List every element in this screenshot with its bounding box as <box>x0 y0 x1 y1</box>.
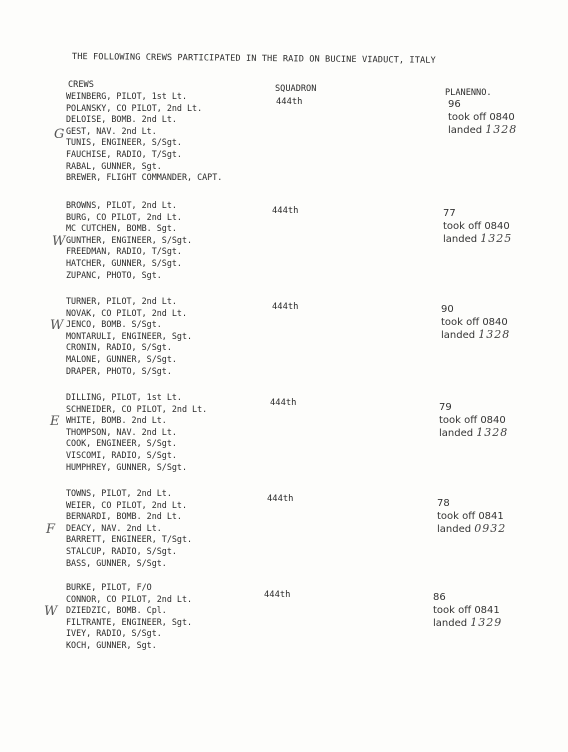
document-title: THE FOLLOWING CREWS PARTICIPATED IN THE RAID ON BUCINE VIADUCT, ITALY <box>71 52 436 66</box>
plane-info <box>441 304 510 343</box>
crew-member: BERNARDI, BOMB. 2nd Lt. <box>66 511 182 522</box>
crew-member: ZUPANC, PHOTO, Sgt. <box>66 269 162 280</box>
crew-member: BASS, GUNNER, S/Sgt. <box>66 557 167 568</box>
crew-member: HUMPHREY, GUNNER, S/Sgt. <box>66 461 188 472</box>
margin-mark: W <box>50 318 64 333</box>
plane-number: 90 <box>441 304 454 315</box>
crew-member: POLANSKY, CO PILOT, 2nd Lt. <box>66 102 203 113</box>
crew-member: MC CUTCHEN, BOMB. Sgt. <box>66 223 177 234</box>
crew-member: WHITE, BOMB. 2nd Lt. <box>66 415 167 426</box>
crew-member: MALONE, GUNNER, S/Sgt. <box>66 353 177 364</box>
crew-member: DZIEDZIC, BOMB. Cpl. <box>66 605 167 616</box>
plane-number-header: PLANENNO. <box>445 88 492 98</box>
crew-member: DEACY, NAV. 2nd Lt. <box>66 522 162 533</box>
margin-mark: W <box>52 234 66 249</box>
crew-member: WEINBERG, PILOT, 1st Lt. <box>66 91 188 101</box>
landed-time: 1328 <box>485 123 518 137</box>
crew-member: BURKE, PILOT, F/O <box>66 582 152 592</box>
crew-member: FAUCHISE, RADIO, T/Sgt. <box>66 148 182 159</box>
crew-member: THOMPSON, NAV. 2nd Lt. <box>66 426 177 437</box>
takeoff-time: took off 0841 <box>437 510 504 522</box>
crew-member: JENCO, BOMB. S/Sgt. <box>66 319 162 330</box>
crew-member: TURNER, PILOT, 2nd Lt. <box>66 296 177 306</box>
squadron-header: SQUADRON <box>275 84 317 94</box>
crew-member: WEIER, CO PILOT, 2nd Lt. <box>66 499 188 510</box>
plane-number: 86 <box>433 592 446 603</box>
landed-label: landed <box>441 330 476 342</box>
plane-info <box>443 208 512 247</box>
plane-info <box>437 498 506 537</box>
crew-member: CONNOR, CO PILOT, 2nd Lt. <box>66 593 193 604</box>
landed-time: 1328 <box>478 328 511 342</box>
plane-number: 78 <box>437 498 450 509</box>
plane-number: 79 <box>439 402 452 413</box>
crew-member: MONTARULI, ENGINEER, Sgt. <box>66 330 193 341</box>
landed-label: landed <box>448 125 483 137</box>
plane-number: 77 <box>443 208 456 219</box>
squadron-value: 444th <box>272 206 299 216</box>
landed-time: 1328 <box>476 426 509 440</box>
crew-member: FILTRANTE, ENGINEER, Sgt. <box>66 616 193 627</box>
squadron-value: 444th <box>267 494 294 504</box>
crews-header: CREWS <box>68 80 94 90</box>
crew-member: BARRETT, ENGINEER, T/Sgt. <box>66 534 193 545</box>
crew-member: COOK, ENGINEER, S/Sgt. <box>66 438 177 449</box>
crew-member: NOVAK, CO PILOT, 2nd Lt. <box>66 307 188 318</box>
crew-member: TOWNS, PILOT, 2nd Lt. <box>66 488 172 498</box>
crew-member: HATCHER, GUNNER, S/Sgt. <box>66 257 182 268</box>
crew-member: RABAL, GUNNER, Sgt. <box>66 160 162 171</box>
plane-number: 96 <box>448 99 461 110</box>
squadron-value: 444th <box>264 590 291 600</box>
crew-member: VISCOMI, RADIO, S/Sgt. <box>66 449 177 460</box>
takeoff-time: took off 0840 <box>439 414 506 426</box>
crew-member: GEST, NAV. 2nd Lt. <box>66 125 157 136</box>
squadron-value: 444th <box>272 302 299 312</box>
crew-member: TUNIS, ENGINEER, S/Sgt. <box>66 137 182 148</box>
takeoff-time: took off 0840 <box>443 220 510 232</box>
crew-member: DRAPER, PHOTO, S/Sgt. <box>66 365 172 376</box>
crew-member: KOCH, GUNNER, Sgt. <box>66 639 157 650</box>
crew-member-list <box>66 392 207 473</box>
crew-member: BREWER, FLIGHT COMMANDER, CAPT. <box>66 172 223 183</box>
landed-label: landed <box>439 428 474 440</box>
margin-mark: G <box>54 127 65 142</box>
landed-time: 1329 <box>470 616 503 630</box>
margin-mark: W <box>44 604 58 619</box>
squadron-value: 444th <box>270 398 297 408</box>
margin-mark: F <box>46 522 56 537</box>
squadron-value: 444th <box>276 97 303 107</box>
crew-member-list <box>66 200 192 281</box>
landed-label: landed <box>443 234 478 246</box>
crew-member-list <box>66 582 192 652</box>
crew-member: STALCUP, RADIO, S/Sgt. <box>66 545 177 556</box>
landed-time: 1325 <box>480 232 513 246</box>
crew-member: GUNTHER, ENGINEER, S/Sgt. <box>66 234 193 245</box>
crew-member: DILLING, PILOT, 1st Lt. <box>66 392 182 402</box>
landed-label: landed <box>433 618 468 630</box>
crew-member: DELOISE, BOMB. 2nd Lt. <box>66 114 177 125</box>
plane-info <box>448 99 517 138</box>
landed-time: 0932 <box>474 522 507 536</box>
crew-member: BURG, CO PILOT, 2nd Lt. <box>66 211 182 222</box>
crew-member-list <box>66 488 192 569</box>
crew-member: BROWNS, PILOT, 2nd Lt. <box>66 200 177 210</box>
crew-member-list <box>66 296 192 377</box>
landed-label: landed <box>437 524 472 536</box>
takeoff-time: took off 0840 <box>441 316 508 328</box>
plane-info <box>433 592 502 631</box>
crew-member: FREEDMAN, RADIO, T/Sgt. <box>66 246 182 257</box>
plane-info <box>439 402 508 441</box>
margin-mark: E <box>50 414 60 429</box>
crew-member: SCHNEIDER, CO PILOT, 2nd Lt. <box>66 403 208 414</box>
takeoff-time: took off 0841 <box>433 604 500 616</box>
takeoff-time: took off 0840 <box>448 111 515 123</box>
crew-member-list <box>66 91 222 184</box>
crew-member: CRONIN, RADIO, S/Sgt. <box>66 342 172 353</box>
crew-member: IVEY, RADIO, S/Sgt. <box>66 628 162 639</box>
